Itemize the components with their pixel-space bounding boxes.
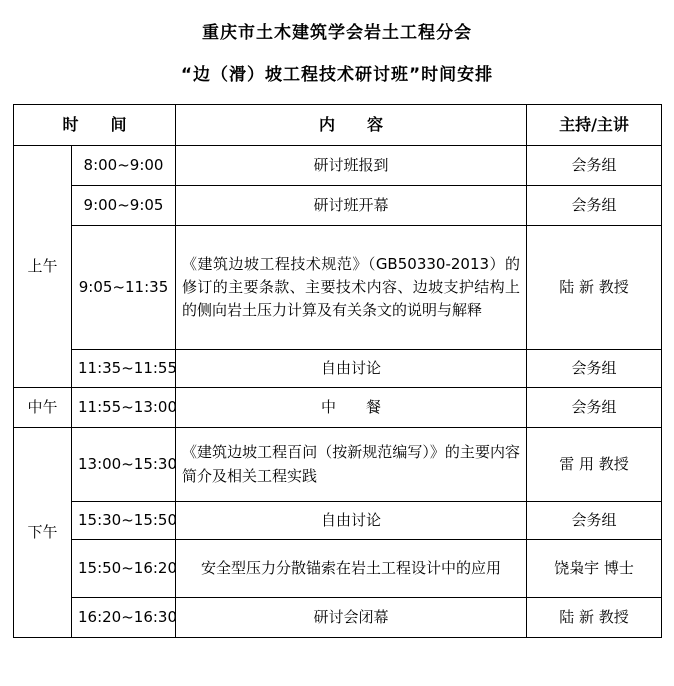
table-row bbox=[14, 540, 662, 598]
table-row bbox=[14, 502, 662, 540]
header-time: 时 间 bbox=[14, 105, 176, 146]
period-afternoon: 下午 bbox=[14, 428, 72, 638]
time-cell: 16:20~16:30 bbox=[72, 598, 176, 638]
table-row bbox=[14, 388, 662, 428]
content-cell: 研讨班报到 bbox=[176, 146, 527, 186]
content-cell: 《建筑边坡工程技术规范》（GB50330-2013）的修订的主要条款、主要技术内容、边坡支护结构上的侧向岩土压力计算及有关条文的说明与解释 bbox=[176, 226, 527, 350]
document-title: 重庆市土木建筑学会岩土工程分会 bbox=[202, 23, 472, 43]
document-subtitle: “边（滑）坡工程技术研讨班”时间安排 bbox=[180, 65, 494, 85]
content-cell: 自由讨论 bbox=[176, 350, 527, 388]
time-cell: 15:30~15:50 bbox=[72, 502, 176, 540]
table-header-row bbox=[14, 105, 662, 146]
header-host: 主持/主讲 bbox=[527, 105, 662, 146]
content-cell: 安全型压力分散锚索在岩土工程设计中的应用 bbox=[176, 540, 527, 598]
content-cell: 自由讨论 bbox=[176, 502, 527, 540]
time-cell: 15:50~16:20 bbox=[72, 540, 176, 598]
host-cell: 会务组 bbox=[527, 388, 662, 428]
time-cell: 11:35~11:55 bbox=[72, 350, 176, 388]
host-cell: 陆 新 教授 bbox=[527, 226, 662, 350]
time-cell: 13:00~15:30 bbox=[72, 428, 176, 502]
period-noon: 中午 bbox=[14, 388, 72, 428]
header-content: 内 容 bbox=[176, 105, 527, 146]
host-cell: 会务组 bbox=[527, 502, 662, 540]
host-cell: 会务组 bbox=[527, 186, 662, 226]
period-morning: 上午 bbox=[14, 146, 72, 388]
host-cell: 陆 新 教授 bbox=[527, 598, 662, 638]
table-row bbox=[14, 186, 662, 226]
table-row bbox=[14, 598, 662, 638]
host-cell: 饶枭宇 博士 bbox=[527, 540, 662, 598]
time-cell: 9:00~9:05 bbox=[72, 186, 176, 226]
content-cell: 中 餐 bbox=[176, 388, 527, 428]
time-cell: 9:05~11:35 bbox=[72, 226, 176, 350]
content-cell: 研讨会闭幕 bbox=[176, 598, 527, 638]
table-row bbox=[14, 226, 662, 350]
content-cell: 研讨班开幕 bbox=[176, 186, 527, 226]
host-cell: 会务组 bbox=[527, 146, 662, 186]
time-cell: 8:00~9:00 bbox=[72, 146, 176, 186]
host-cell: 雷 用 教授 bbox=[527, 428, 662, 502]
table-row bbox=[14, 428, 662, 502]
content-cell: 《建筑边坡工程百问（按新规范编写）》的主要内容简介及相关工程实践 bbox=[176, 428, 527, 502]
host-cell: 会务组 bbox=[527, 350, 662, 388]
table-row bbox=[14, 146, 662, 186]
table-row bbox=[14, 350, 662, 388]
schedule-table bbox=[13, 104, 662, 638]
time-cell: 11:55~13:00 bbox=[72, 388, 176, 428]
